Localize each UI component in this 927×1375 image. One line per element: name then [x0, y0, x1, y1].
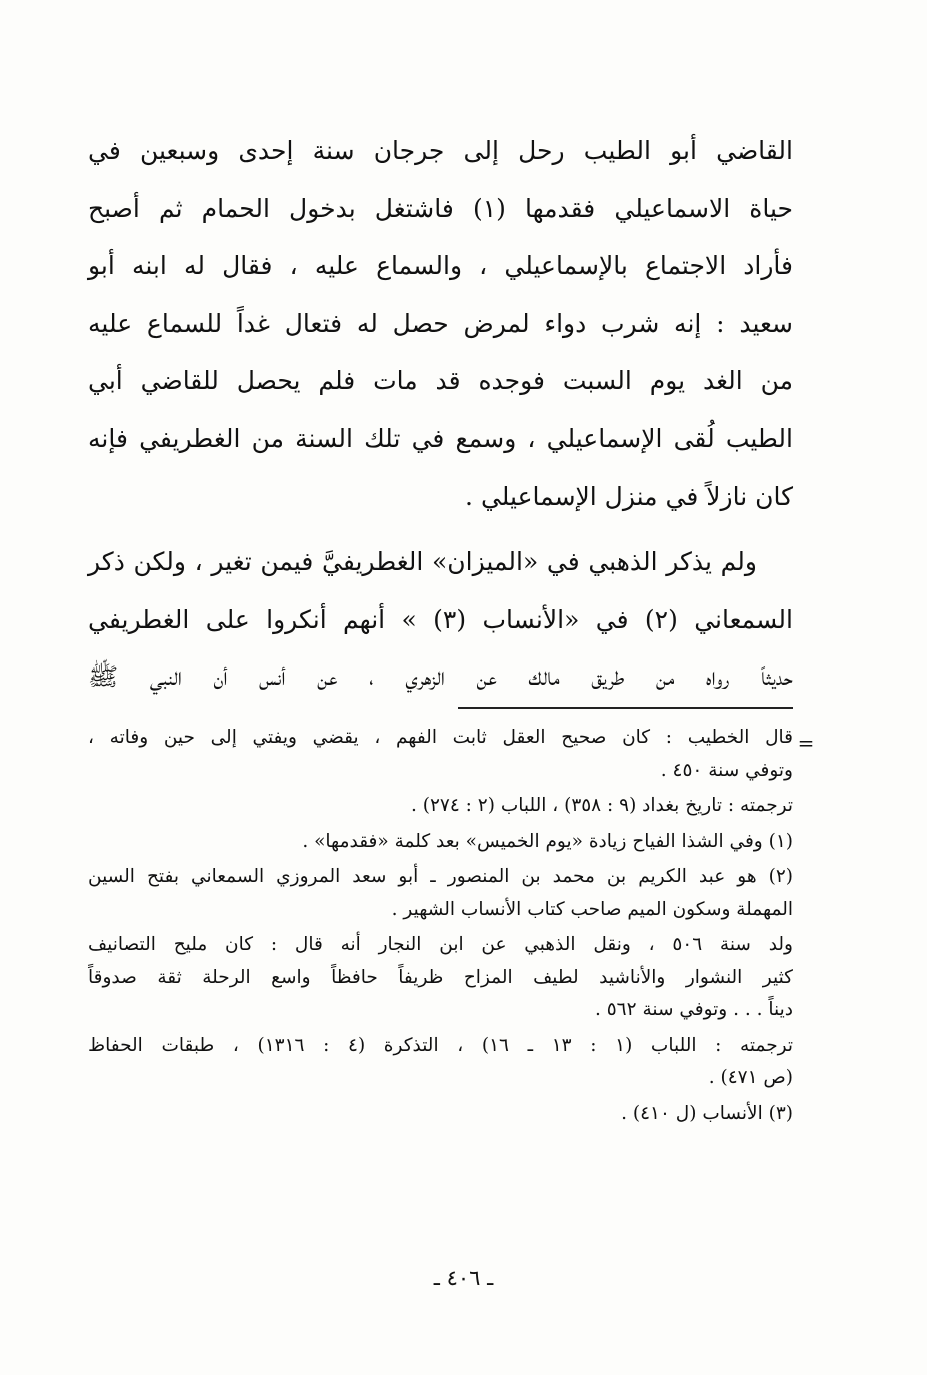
text-line: القاضي أبو الطيب رحل إلى جرجان سنة إحدى وسبعين في: [88, 136, 793, 165]
text-line: من الغد يوم السبت فوجده قد مات فلم يحصل للقاضي أبي: [88, 366, 793, 396]
footnote-2-translation: [88, 1030, 793, 1095]
text-line: حديثاً رواه من طريق مالك عن الزهري ، عن أنس أن النبي ﷺ: [88, 662, 793, 692]
footnote-line: (٣) الأنساب (ل ٤١٠) .: [621, 1102, 793, 1124]
footnote-line: ترجمته : اللباب (١ : ١٣ ـ ١٦) ، التذكرة (٤ : ١٣١٦) ، طبقات الحفاظ: [88, 1034, 794, 1056]
footnotes: [88, 722, 793, 1133]
footnote-translation: [88, 790, 793, 823]
footnote-line: قال الخطيب : كان صحيح العقل ثابت الفهم ، يقضي ويفتي إلى حين وفاته ،: [88, 727, 793, 748]
page-number: ـ ٤٠٦ ـ: [433, 1266, 494, 1290]
text-line: حياة الاسماعيلي فقدمها (١) فاشتغل بدخول الحمام ثم أصبح: [88, 193, 793, 223]
text-line: فأراد الاجتماع بالإسماعيلي ، والسماع عليه ، فقال له ابنه أبو: [88, 251, 793, 281]
footnote-line: (ص ٤٧١) .: [708, 1067, 793, 1088]
text-line: الطيب لُقى الإسماعيلي ، وسمع في تلك السنة من الغطريفي فإنه: [88, 423, 793, 453]
footnote-line: ديناً . . . وتوفي سنة ٥٦٢ .: [594, 999, 793, 1020]
footnote-separator: [458, 707, 793, 709]
footnote-2: [88, 861, 793, 926]
footnote-3: [88, 1098, 793, 1131]
footnote-line: كثير النشوار والأناشيد لطيف المزاح ظريفاً حافظاً واسع الرحلة ثقة صدوقاً: [88, 966, 793, 988]
footnote-line: ترجمته : تاريخ بغداد (٩ : ٣٥٨) ، اللباب (٢ : ٢٧٤) .: [410, 795, 793, 816]
footnote-line: (٢) هو عبد الكريم بن محمد بن المنصور ـ أبو سعد المروزي السمعاني بفتح السين: [88, 866, 793, 887]
footnote-line: (١) وفي الشذا الفياح زيادة «يوم الخميس» بعد كلمة «فقدمها» .: [302, 830, 793, 852]
text-line: السمعاني (٢) في «الأنساب (٣) » أنهم أنكروا على الغطريفي: [88, 604, 793, 634]
footnote-line: وتوفي سنة ٤٥٠ .: [660, 759, 793, 781]
footnote-2-biography: [88, 929, 793, 1027]
text-line: سعيد : إنه شرب دواء لمرض حصل له فتعال غداً للسماع عليه: [88, 308, 793, 338]
paragraph: [88, 122, 793, 525]
text-line: ولم يذكر الذهبي في «الميزان» الغطريفيَّ فيمن تغير ، ولكن ذكر: [88, 547, 757, 577]
text-line: كان نازلاً في منزل الإسماعيلي .: [465, 481, 793, 511]
footnote-1: [88, 826, 793, 859]
footnote-continued: [88, 722, 793, 787]
footnote-continuation-mark: =: [797, 731, 815, 755]
paragraph: [88, 533, 793, 706]
footnote-line: ولد سنة ٥٠٦ ، ونقل الذهبي عن ابن النجار أنه قال : كان مليح التصانيف: [88, 934, 793, 955]
main-text: [88, 122, 793, 706]
footnote-line: المهملة وسكون الميم صاحب كتاب الأنساب الشهير .: [391, 898, 793, 920]
